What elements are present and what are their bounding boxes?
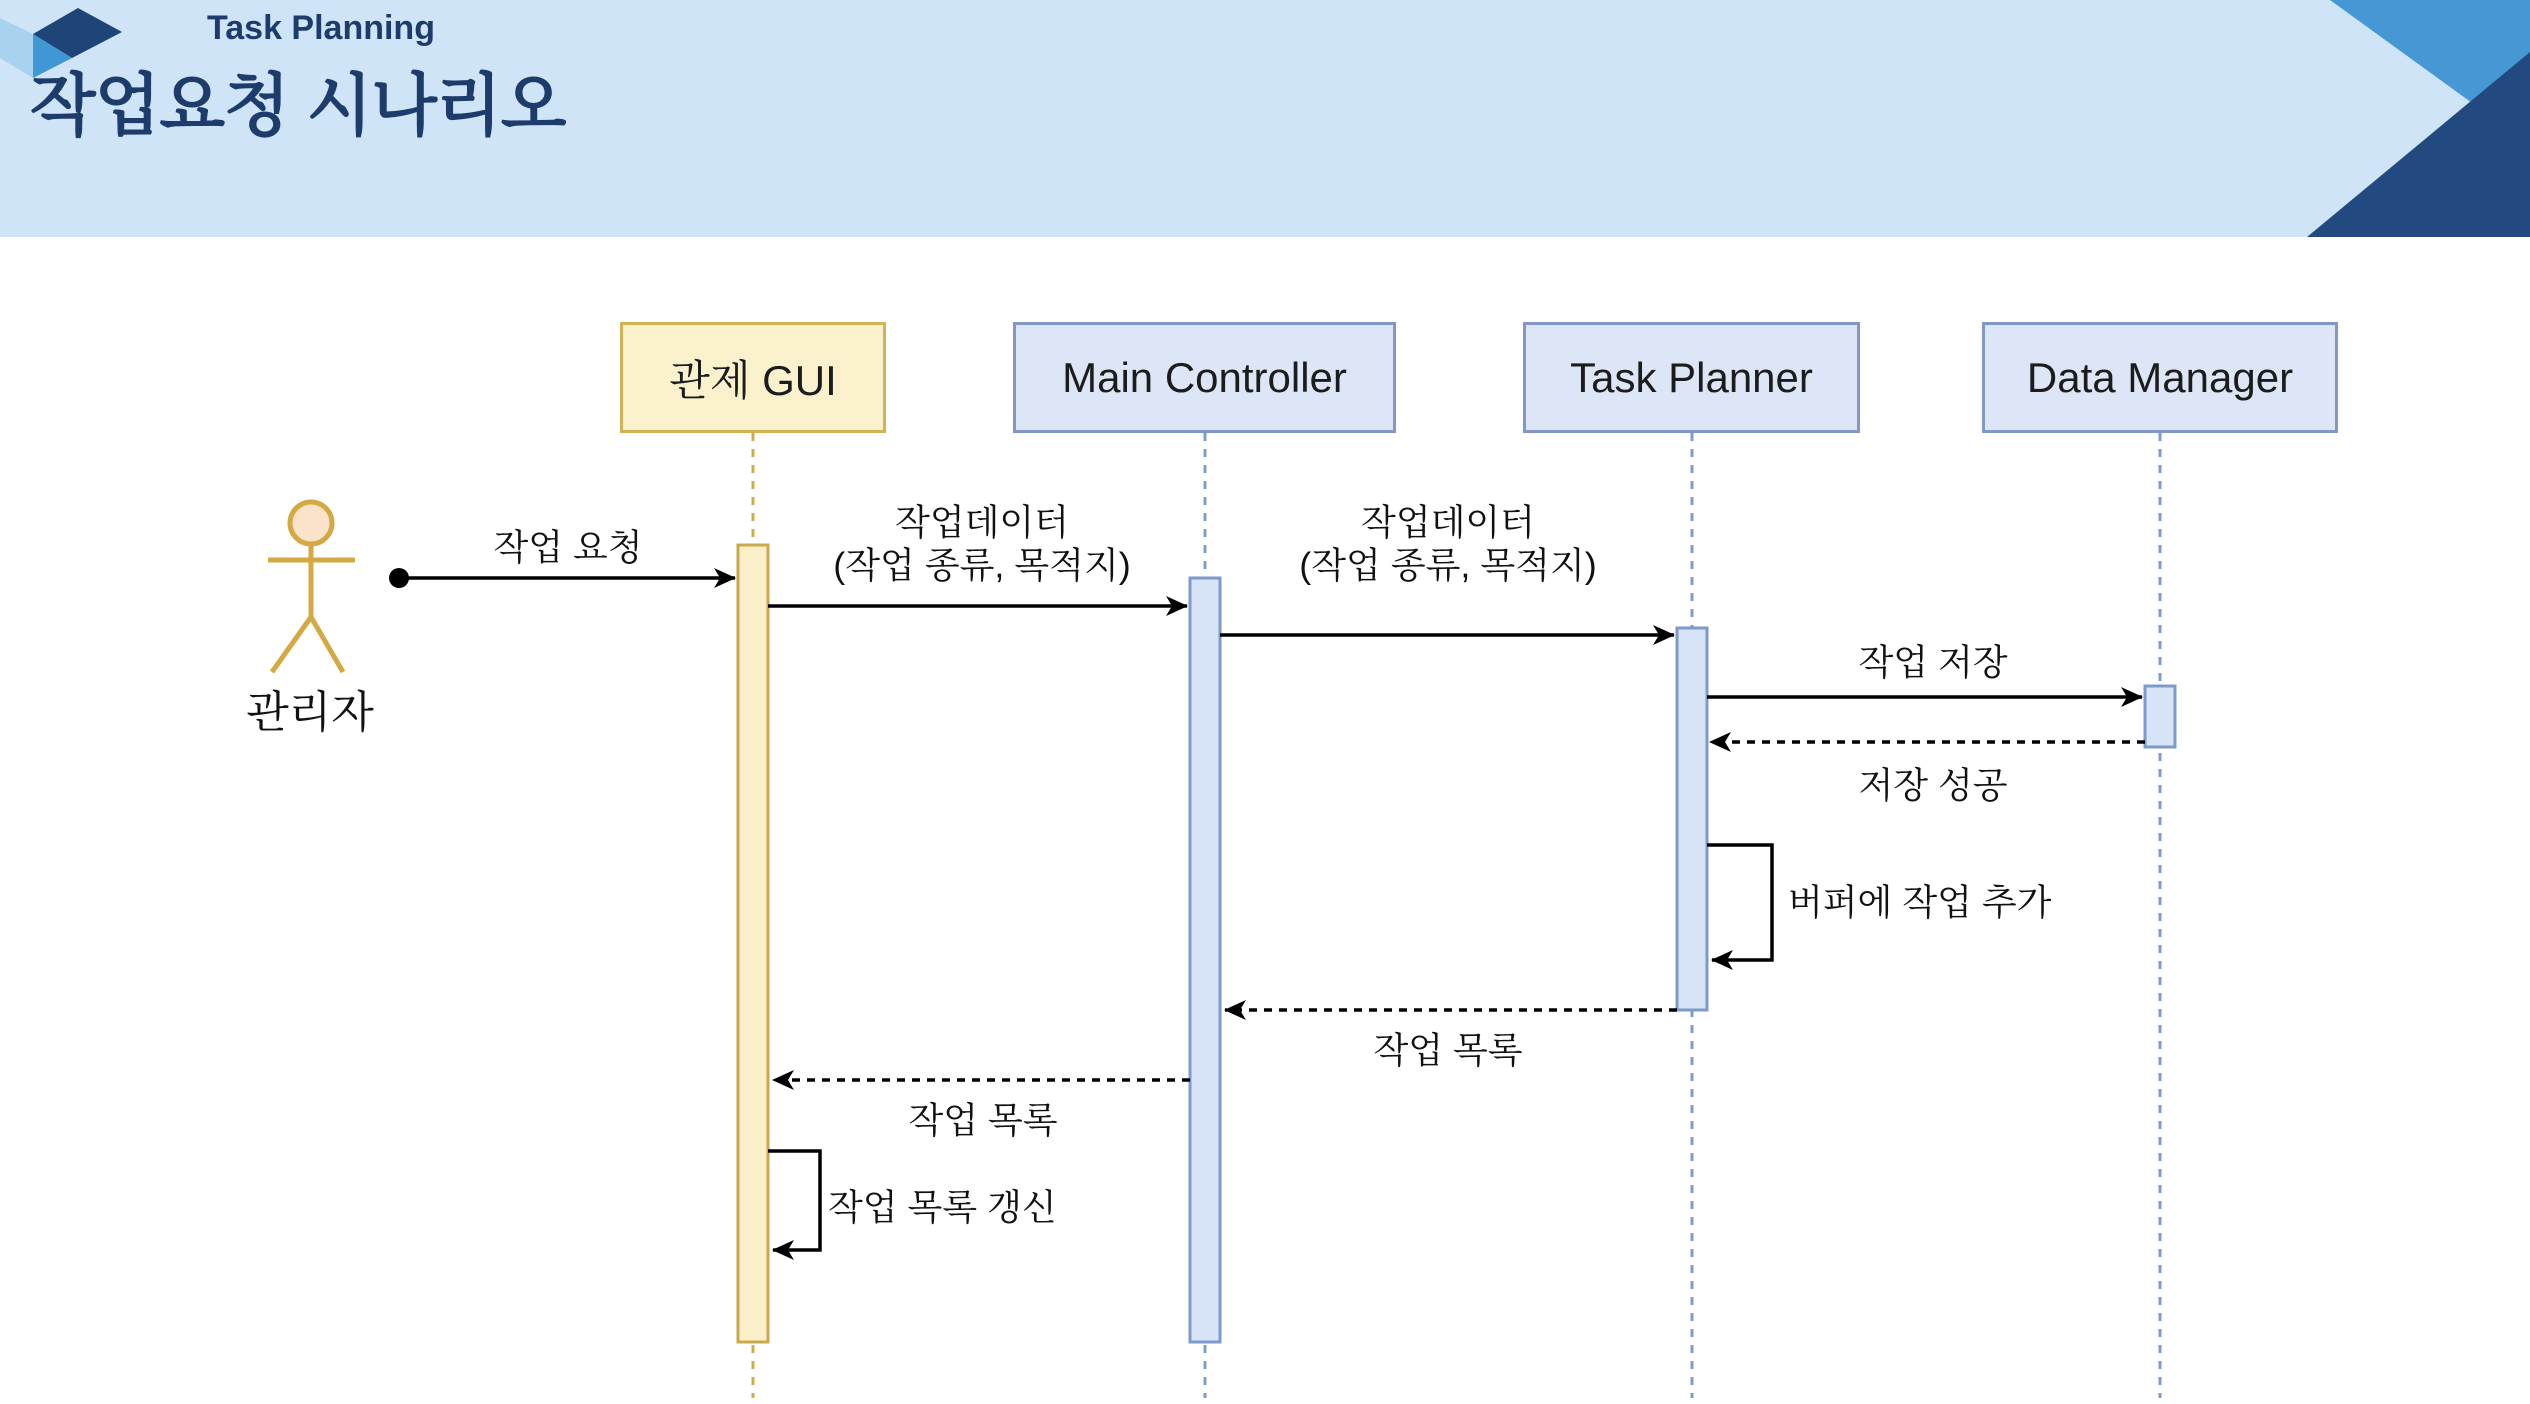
participant-box-data-manager [1982,322,2338,433]
activation-gui [738,545,768,1342]
message-label-task-data-2: 작업데이터 [1361,501,1535,543]
activation-data-manager [2145,686,2175,747]
header-band [0,0,2530,237]
page-title: 작업요청 시나리오 [30,68,566,144]
message-label-save-success: 저장 성공 [1858,764,2008,806]
message-label-task-list-1: 작업 목록 [1373,1029,1523,1071]
participant-box-task-planner [1523,322,1860,433]
participant-label-main-controller: Main Controller [1062,353,1347,401]
message-start-dot [389,568,409,588]
message-label-add-buffer: 버퍼에 작업 추가 [1788,881,2052,923]
message-label-task-request: 작업 요청 [493,526,643,568]
message-label-task-data-1: 작업데이터 [895,501,1069,543]
arrow-self-refresh-list [768,1151,820,1250]
arrow-self-add-buffer [1707,845,1772,960]
activation-main-controller [1190,578,1220,1342]
participant-label-task-planner: Task Planner [1570,353,1813,401]
message-label-save-task: 작업 저장 [1858,641,2008,683]
activation-task-planner [1677,628,1707,1010]
participant-box-main-controller [1013,322,1396,433]
actor-leg-right [311,617,343,672]
participant-box-gui [620,322,886,433]
actor-head [290,502,332,544]
actor-figure [268,502,355,672]
message-label-refresh-list: 작업 목록 갱신 [828,1186,1057,1228]
actor-label: 관리자 [246,688,374,737]
participant-label-gui: 관제 GUI [669,356,837,404]
message-label-task-list-2: 작업 목록 [908,1099,1058,1141]
actor-leg-left [272,617,311,672]
participant-label-data-manager: Data Manager [2026,353,2294,401]
message-sublabel-task-data-2: (작업 종류, 목적지) [1299,544,1597,586]
logo-light-face [0,18,33,78]
brand-title: Task Planning [207,9,435,47]
message-sublabel-task-data-1: (작업 종류, 목적지) [833,544,1131,586]
corner-triangle-navy [2307,52,2530,237]
